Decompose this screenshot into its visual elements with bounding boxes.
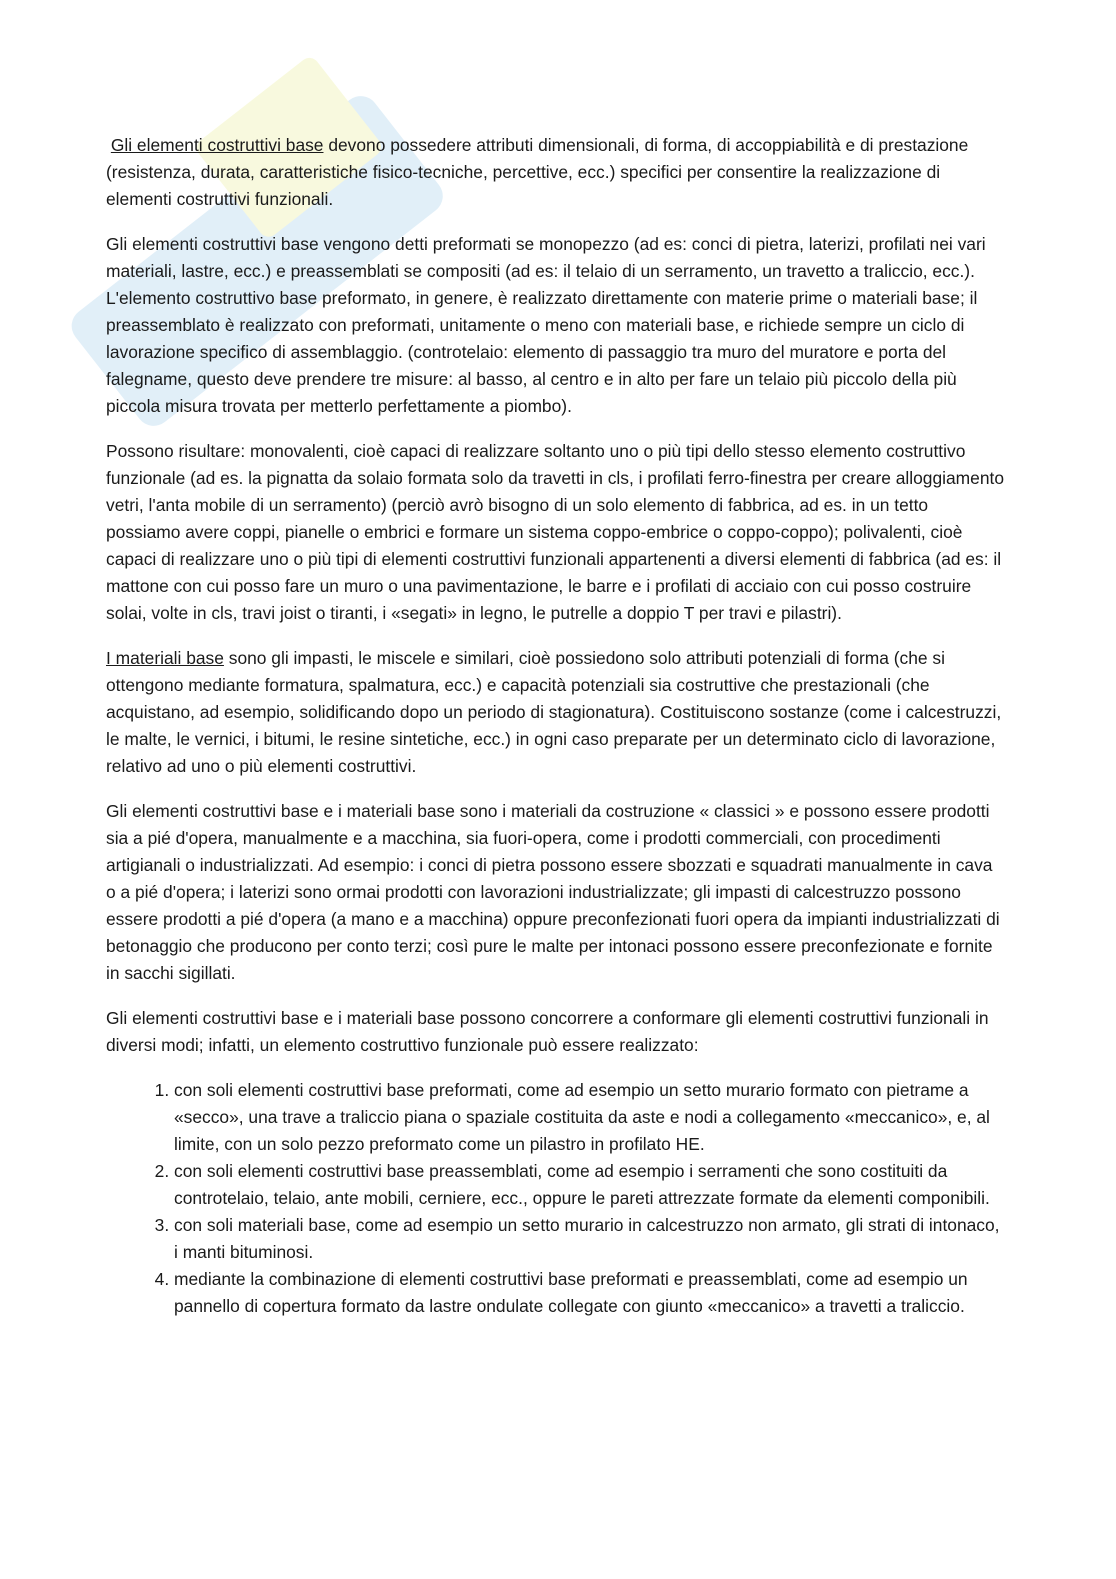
numbered-list: [106, 1077, 1006, 1320]
paragraph-3: Possono risultare: monovalenti, cioè capaci di realizzare soltanto uno o più tipi dello stesso elemento costruttivo funzionale (ad es. la pignatta da solaio formata solo da travetti in cls, i profilati ferro-finestra per creare alloggiamento vetri, l'anta mobile di un serramento) (perciò avrò bisogno di un solo elemento di fabbrica, ad es. in un tetto possiamo avere coppi, pianelle o embrici e formare un sistema coppo-embrice o coppo-coppo); polivalenti, cioè capaci di realizzare uno o più tipi di elementi costruttivi funzionali appartenenti a diversi elementi di fabbrica (ad es: il mattone con cui posso fare un muro o una pavimentazione, le barre e i profilati di acciaio con cui posso costruire solai, volte in cls, travi joist o tiranti, i «segati» in legno, le putrelle a doppio T per travi e pilastri).: [106, 441, 1005, 623]
underlined-term-materiali: I materiali base: [106, 648, 224, 668]
list-item: 2. con soli elementi costruttivi base preassemblati, come ad esempio i serramenti che sono costituiti da controtelaio, telaio, ante mobili, cerniere, ecc., oppure le pareti attrezzate formate da elementi componibili.: [174, 1158, 1006, 1212]
paragraph-5: Gli elementi costruttivi base e i materiali base sono i materiali da costruzione « classici » e possono essere prodotti sia a pié d'opera, manualmente e a macchina, sia fuori-opera, come i prodotti commerciali, con procedimenti artigianali o industrializzati. Ad esempio: i conci di pietra possono essere sbozzati e squadrati manualmente in cava o a pié d'opera; i laterizi sono ormai prodotti con lavorazioni industrializzate; gli impasti di calcestruzzo possono essere prodotti a pié d'opera (a mano e a macchina) oppure preconfezionati fuori opera da impianti industrializzati di betonaggio che producono per conto terzi; così pure le malte per intonaci possono essere preconfezionate e fornite in sacchi sigillati.: [106, 801, 1000, 983]
document-page: [106, 132, 1006, 1320]
list-item: 3. con soli materiali base, come ad esempio un setto murario in calcestruzzo non armato, gli strati di intonaco, i manti bituminosi.: [174, 1212, 1006, 1266]
underlined-term-elementi: Gli elementi costruttivi base: [110, 135, 324, 155]
paragraph-1: [106, 132, 1006, 213]
list-item: 1. con soli elementi costruttivi base preformati, come ad esempio un setto murario formato con pietrame a «secco», una trave a traliccio piana o spaziale costituita da aste e nodi a collegamento «meccanico», e, al limite, con un solo pezzo preformato come un pilastro in profilato HE.: [174, 1077, 1006, 1158]
list-item: 4. mediante la combinazione di elementi costruttivi base preformati e preassemblati, come ad esempio un pannello di copertura formato da lastre ondulate collegate con giunto «meccanico» a travetti a traliccio.: [174, 1266, 1006, 1320]
paragraph-2: Gli elementi costruttivi base vengono detti preformati se monopezzo (ad es: conci di pietra, laterizi, profilati nei vari materiali, lastre, ecc.) e preassemblati se compositi (ad es: il telaio di un serramento, un travetto a traliccio, ecc.). L'elemento costruttivo base preformato, in genere, è realizzato direttamente con materie prime o materiali base; il preassemblato è realizzato con preformati, unitamente o meno con materiali base, e richiede sempre un ciclo di lavorazione specifico di assemblaggio. (controtelaio: elemento di passaggio tra muro del muratore e porta del falegname, questo deve prendere tre misure: al basso, al centro e in alto per fare un telaio più piccolo della più piccola misura trovata per metterlo perfettamente a piombo).: [106, 234, 986, 416]
paragraph-4: [106, 645, 1006, 780]
paragraph-1-text: devono possedere attributi dimensionali, di forma, di accoppiabilità e di prestazione (resistenza, durata, caratteristiche fisico-tecniche, percettive, ecc.) specifici per consentire la realizzazione di elementi costruttivi funzionali.: [106, 135, 969, 209]
paragraph-6: Gli elementi costruttivi base e i materiali base possono concorrere a conformare gli elementi costruttivi funzionali in diversi modi; infatti, un elemento costruttivo funzionale può essere realizzato:: [106, 1008, 989, 1055]
paragraph-4-text: sono gli impasti, le miscele e similari, cioè possiedono solo attributi potenziali di forma (che si ottengono mediante formatura, spalmatura, ecc.) e capacità potenziali sia costruttive che prestazionali (che acquistano, ad esempio, solidificando dopo un periodo di stagionatura). Costituiscono sostanze (come i calcestruzzi, le malte, le vernici, i bitumi, le resine sintetiche, ecc.) in ogni caso preparate per un determinato ciclo di lavorazione, relativo ad uno o più elementi costruttivi.: [106, 648, 1002, 776]
